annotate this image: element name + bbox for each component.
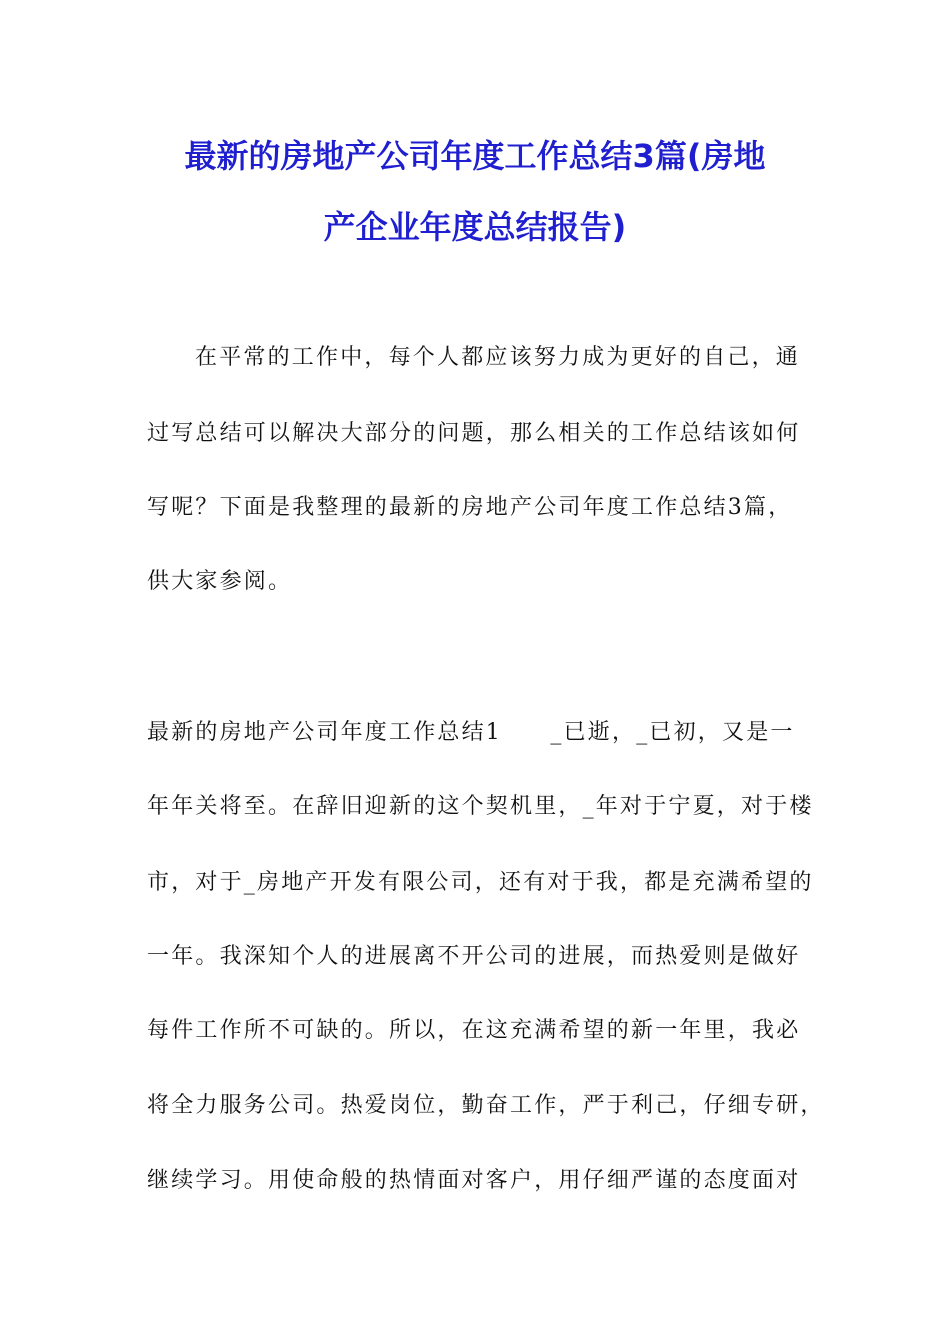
section-line-5: 每件工作所不可缺的。所以，在这充满希望的新一年里，我必: [147, 1018, 801, 1043]
intro-line-1: 在平常的工作中，每个人都应该努力成为更好的自己，通: [195, 345, 801, 370]
intro-line-3: 写呢？下面是我整理的最新的房地产公司年度工作总结3篇，: [147, 495, 793, 520]
intro-line-4: 供大家参阅。: [147, 569, 293, 594]
section-line-2: 年年关将至。在辞旧迎新的这个契机里，_年对于宁夏，对于楼: [147, 794, 814, 819]
document-title-line-1: 最新的房地产公司年度工作总结3篇(房地: [184, 137, 766, 175]
intro-line-2: 过写总结可以解决大部分的问题，那么相关的工作总结该如何: [147, 421, 801, 446]
section-line-4: 一年。我深知个人的进展离不开公司的进展，而热爱则是做好: [147, 944, 801, 969]
section-line-1: 最新的房地产公司年度工作总结1 _已逝，_已初，又是一: [147, 720, 795, 745]
section-line-3: 市，对于_房地产开发有限公司，还有对于我，都是充满希望的: [147, 870, 814, 895]
section-line-7: 继续学习。用使命般的热情面对客户，用仔细严谨的态度面对: [147, 1168, 801, 1193]
document-title-line-2: 产企业年度总结报告): [323, 208, 627, 246]
section-line-6: 将全力服务公司。热爱岗位，勤奋工作，严于利己，仔细专研，: [147, 1093, 825, 1118]
